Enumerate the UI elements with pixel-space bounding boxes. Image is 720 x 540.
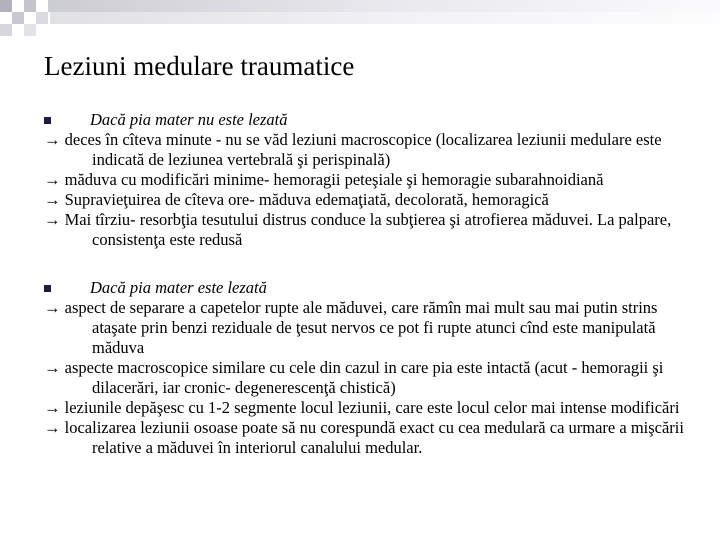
list-item: → leziunile depăşesc cu 1-2 segmente locul leziunii, care este locul celor mai intense modificări (44, 398, 680, 417)
section-spacer (44, 250, 694, 278)
section-heading-intact (44, 110, 694, 130)
decorative-checker-band (0, 0, 720, 40)
square-bullet-icon (44, 117, 51, 124)
section-heading-text: Dacă pia mater nu este lezată (90, 110, 288, 129)
square-bullet-icon (44, 285, 51, 292)
list-item: → Supravieţuirea de cîteva ore- măduva edemaţiată, decolorată, hemoragică (44, 190, 549, 209)
list-item: → Mai tîrziu- resorbţia tesutului distrus conduce la subţierea şi atrofierea măduvei. La palpare, consistenţa este redusă (44, 210, 672, 249)
slide-title: Leziuni medulare traumatice (44, 51, 355, 81)
slide-body (44, 110, 694, 458)
list-item: → deces în cîteva minute - nu se văd leziuni macroscopice (localizarea leziunii medulare este indicată de leziunea vertebrală şi perispinală) (44, 130, 662, 169)
list-item: → aspecte macroscopice similare cu cele din cazul in care pia este intactă (acut - hemoragii şi dilacerări, iar cronic- degenerescenţă chistică) (44, 358, 664, 397)
section-heading-text: Dacă pia mater este lezată (90, 278, 267, 297)
list-item: → localizarea leziunii osoase poate să nu corespundă exact cu cea medulară ca urmare a mişcării relative a măduvei în interiorul canalului medular. (44, 418, 684, 457)
list-item: → aspect de separare a capetelor rupte ale măduvei, care rămîn mai mult sau mai putin strins ataşate prin benzi reziduale de ţesut nervos ce pot fi rupte atunci cînd este manipulată măduva (44, 298, 658, 357)
section-heading-lesioned (44, 278, 694, 298)
list-item: → măduva cu modificări minime- hemoragii peteşiale şi hemoragie subarahnoidiană (44, 170, 604, 189)
